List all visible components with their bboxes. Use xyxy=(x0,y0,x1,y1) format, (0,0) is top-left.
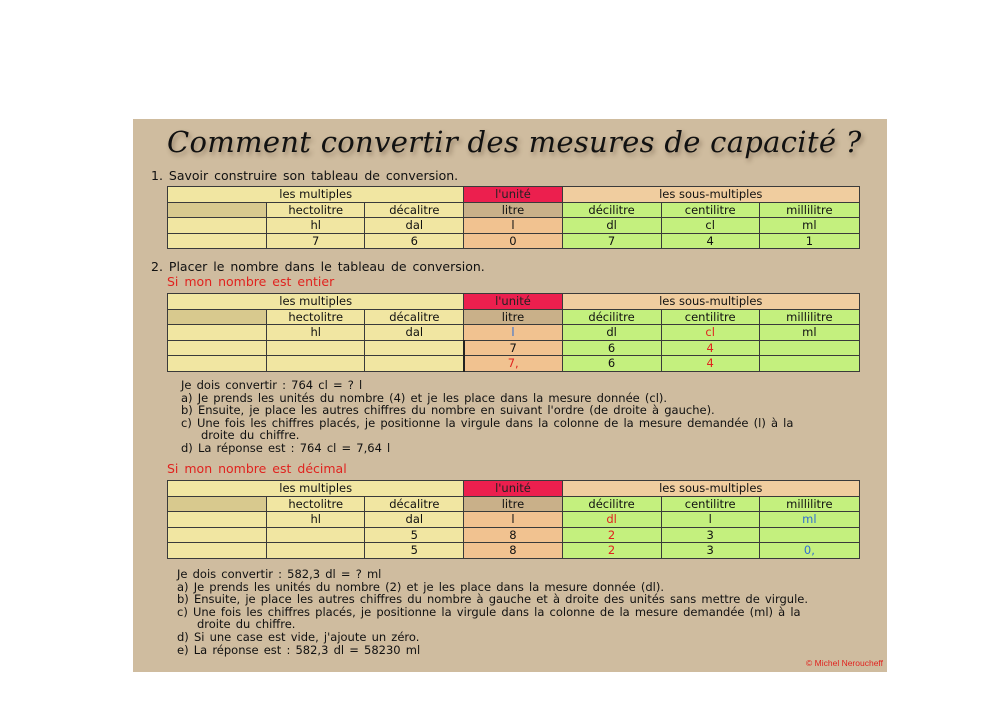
table-cell: 0 xyxy=(464,233,562,249)
table-cell xyxy=(759,527,859,543)
table-cell: 4 xyxy=(661,340,759,356)
case-integer-heading: Si mon nombre est entier xyxy=(167,274,335,289)
table-cell: 8 xyxy=(464,527,562,543)
sous-multiples-header: les sous-multiples xyxy=(562,294,860,310)
table-cell: litre xyxy=(464,202,562,218)
table-cell: décilitre xyxy=(562,309,661,325)
table-cell: hl xyxy=(267,325,365,341)
table-cell xyxy=(759,356,859,372)
text-line: d) La réponse est : 764 cl = 7,64 l xyxy=(181,440,391,455)
table-cell xyxy=(168,527,267,543)
conversion-table-2 xyxy=(167,293,860,372)
table-cell xyxy=(168,218,267,234)
unit-header: l'unité xyxy=(464,187,562,203)
multiples-header: les multiples xyxy=(168,294,464,310)
table-cell: ml xyxy=(759,512,859,528)
table-cell: 6 xyxy=(365,233,464,249)
step-1-heading: 1. Savoir construire son tableau de conversion. xyxy=(151,168,459,183)
table-cell: 7 xyxy=(267,233,365,249)
table-cell: dl xyxy=(562,218,661,234)
table-header-row xyxy=(168,187,860,203)
table-units-row xyxy=(168,496,860,512)
table-header-row xyxy=(168,294,860,310)
table-cell: 0, xyxy=(759,543,859,559)
table-row xyxy=(168,340,860,356)
table-row xyxy=(168,233,860,249)
table-cell: dal xyxy=(365,512,464,528)
table-cell: hectolitre xyxy=(267,309,365,325)
table-cell: l xyxy=(464,325,562,341)
text-line: c) Une fois les chiffres placés, je positionne la virgule dans la colonne de la mesure demandée (ml) à la xyxy=(177,604,801,619)
table-cell: l xyxy=(464,512,562,528)
table-cell: 3 xyxy=(661,527,759,543)
table-cell: décalitre xyxy=(365,202,464,218)
table-cell: décilitre xyxy=(562,496,661,512)
text-line: b) Ensuite, je place les autres chiffres du nombre à gauche et à droite des unités sans mettre de virgule. xyxy=(177,592,808,607)
text-line: e) La réponse est : 582,3 dl = 58230 ml xyxy=(177,642,421,657)
table-cell: centilitre xyxy=(661,202,759,218)
table-cell: centilitre xyxy=(661,496,759,512)
table-symbols-row xyxy=(168,512,860,528)
table-cell xyxy=(267,356,365,372)
table-cell: 5 xyxy=(365,543,464,559)
table-cell xyxy=(168,512,267,528)
table-cell: 6 xyxy=(562,340,661,356)
table-cell: litre xyxy=(464,309,562,325)
table-cell xyxy=(759,340,859,356)
text-line: Je dois convertir : 764 cl = ? l xyxy=(181,378,363,392)
table-cell: décilitre xyxy=(562,202,661,218)
table-cell: 4 xyxy=(661,233,759,249)
table-cell xyxy=(168,325,267,341)
table-cell: 1 xyxy=(759,233,859,249)
step-2-heading: 2. Placer le nombre dans le tableau de conversion. xyxy=(151,259,485,274)
text-line: d) Si une case est vide, j'ajoute un zéro. xyxy=(177,629,420,644)
table-row xyxy=(168,527,860,543)
table-cell: l xyxy=(661,512,759,528)
table-units-row xyxy=(168,309,860,325)
multiples-header: les multiples xyxy=(168,187,464,203)
conversion-table-3 xyxy=(167,480,860,559)
text-line: a) Je prends les unités du nombre (2) et je les place dans la mesure donnée (dl). xyxy=(177,579,665,594)
explanation-decimal xyxy=(177,568,808,656)
unit-header: l'unité xyxy=(464,481,562,497)
text-line: b) Ensuite, je place les autres chiffres du nombre en suivant l'ordre (de droite à gauche). xyxy=(181,403,715,418)
table-row xyxy=(168,543,860,559)
table-cell xyxy=(168,233,267,249)
table-cell xyxy=(267,543,365,559)
table-cell: hl xyxy=(267,512,365,528)
table-cell: 6 xyxy=(562,356,661,372)
table-cell: millilitre xyxy=(759,496,859,512)
sous-multiples-header: les sous-multiples xyxy=(562,481,860,497)
conversion-table-1 xyxy=(167,186,860,249)
table-cell: hectolitre xyxy=(267,496,365,512)
text-line: droite du chiffre. xyxy=(201,428,300,443)
table-cell: 5 xyxy=(365,527,464,543)
table-cell: cl xyxy=(661,325,759,341)
text-line: a) Je prends les unités du nombre (4) et je les place dans la mesure donnée (cl). xyxy=(181,390,668,405)
table-cell xyxy=(168,496,267,512)
multiples-header: les multiples xyxy=(168,481,464,497)
table-cell: dal xyxy=(365,325,464,341)
table-cell: 2 xyxy=(562,527,661,543)
table-cell: dal xyxy=(365,218,464,234)
case-decimal-heading: Si mon nombre est décimal xyxy=(167,461,347,476)
table-cell xyxy=(267,340,365,356)
table-cell: 8 xyxy=(464,543,562,559)
table-cell: 2 xyxy=(562,543,661,559)
table-cell: décalitre xyxy=(365,496,464,512)
table-cell: ml xyxy=(759,218,859,234)
table-cell: hectolitre xyxy=(267,202,365,218)
table-cell: hl xyxy=(267,218,365,234)
text-line: droite du chiffre. xyxy=(197,617,296,632)
page-title: Comment convertir des mesures de capacité ? xyxy=(167,125,862,159)
table-cell: dl xyxy=(562,325,661,341)
copyright-notice: © Michel Neroucheff xyxy=(806,658,883,668)
table-symbols-row xyxy=(168,325,860,341)
lesson-panel xyxy=(133,119,887,672)
table-cell xyxy=(168,202,267,218)
text-line: c) Une fois les chiffres placés, je positionne la virgule dans la colonne de la mesure demandée (l) à la xyxy=(181,415,794,430)
table-cell xyxy=(168,543,267,559)
table-cell: 7, xyxy=(464,356,562,372)
table-cell: 7 xyxy=(464,340,562,356)
table-cell: litre xyxy=(464,496,562,512)
table-cell xyxy=(365,340,464,356)
table-cell: millilitre xyxy=(759,309,859,325)
table-cell: millilitre xyxy=(759,202,859,218)
table-cell: l xyxy=(464,218,562,234)
text-line: Je dois convertir : 582,3 dl = ? ml xyxy=(177,567,382,581)
table-cell: cl xyxy=(661,218,759,234)
table-symbols-row xyxy=(168,218,860,234)
explanation-integer xyxy=(181,379,793,455)
table-header-row xyxy=(168,481,860,497)
table-cell: 4 xyxy=(661,356,759,372)
table-cell xyxy=(267,527,365,543)
sous-multiples-header: les sous-multiples xyxy=(562,187,860,203)
table-cell xyxy=(168,356,267,372)
table-cell: dl xyxy=(562,512,661,528)
unit-header: l'unité xyxy=(464,294,562,310)
table-cell: 7 xyxy=(562,233,661,249)
table-row xyxy=(168,356,860,372)
table-cell: 3 xyxy=(661,543,759,559)
table-cell: centilitre xyxy=(661,309,759,325)
table-cell: décalitre xyxy=(365,309,464,325)
table-cell xyxy=(168,309,267,325)
table-cell xyxy=(168,340,267,356)
table-cell xyxy=(365,356,464,372)
table-cell: ml xyxy=(759,325,859,341)
table-units-row xyxy=(168,202,860,218)
